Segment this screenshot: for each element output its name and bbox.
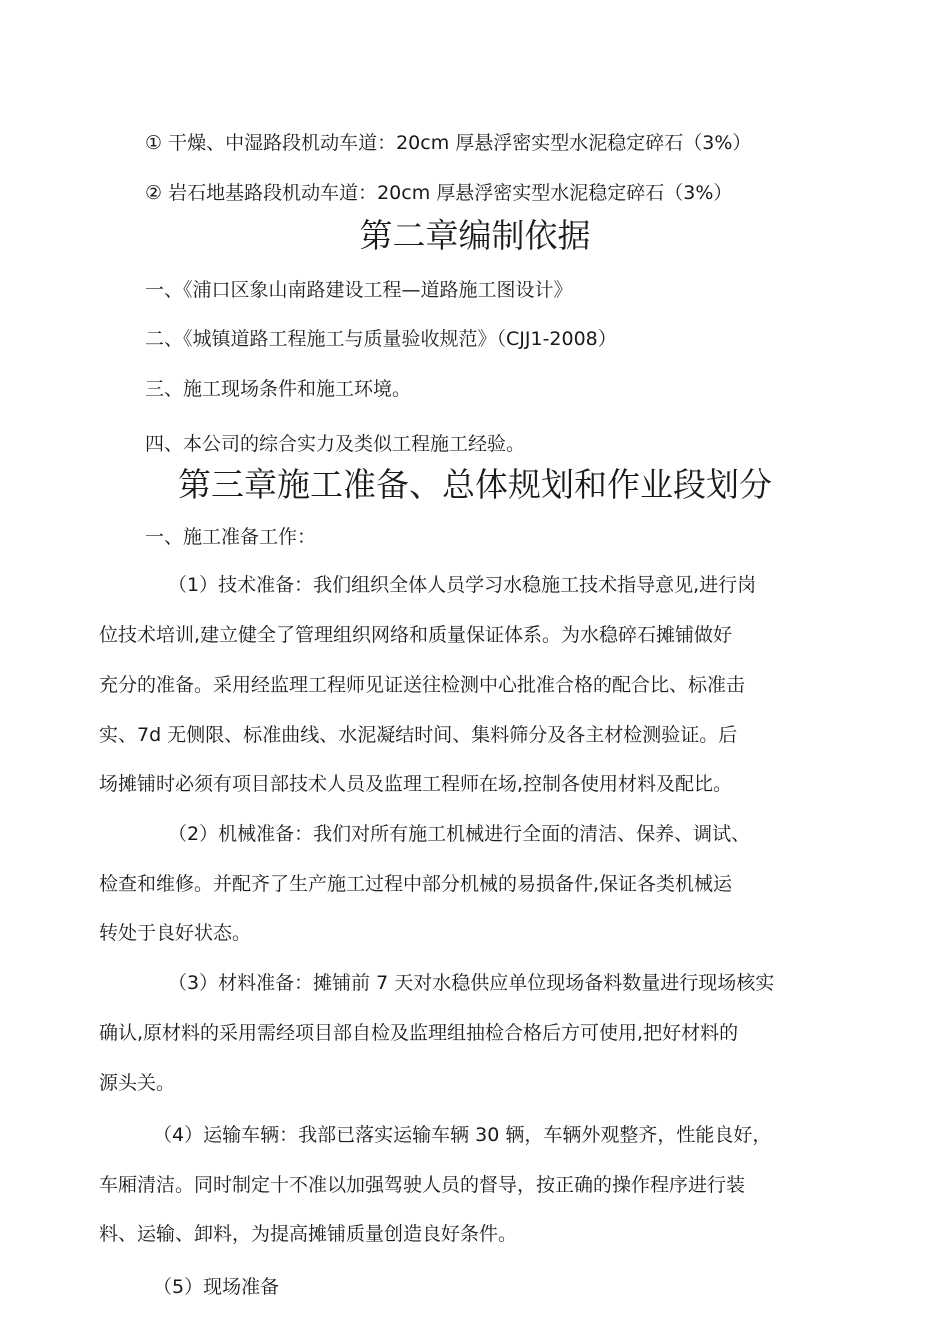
list-item-1: ① 干燥、中湿路段机动车道：20cm 厚悬浮密实型水泥稳定碎石（3%） bbox=[145, 132, 752, 154]
p4-line-1: （4）运输车辆：我部已落实运输车辆 30 辆，车辆外观整齐，性能良好， bbox=[153, 1124, 772, 1146]
list-item-2: ② 岩石地基路段机动车道：20cm 厚悬浮密实型水泥稳定碎石（3%） bbox=[145, 182, 733, 204]
p5-line-1: （5）现场准备 bbox=[153, 1276, 280, 1298]
p1-line-1: （1）技术准备：我们组织全体人员学习水稳施工技术指导意见,进行岗 bbox=[168, 574, 757, 596]
p3-line-3: 源头关。 bbox=[99, 1072, 176, 1094]
p3-line-2: 确认,原材料的采用需经项目部自检及监理组抽检合格后方可使用,把好材料的 bbox=[99, 1022, 739, 1044]
chapter3-title: 第三章施工准备、总体规划和作业段划分 bbox=[178, 465, 772, 504]
p3-line-1: （3）材料准备：摊铺前 7 天对水稳供应单位现场备料数量进行现场核实 bbox=[168, 972, 775, 994]
p1-line-5: 场摊铺时必须有项目部技术人员及监理工程师在场,控制各使用材料及配比。 bbox=[99, 773, 733, 795]
chapter2-item-1: 一、《浦口区象山南路建设工程—道路施工图设计》 bbox=[145, 279, 573, 301]
p2-line-2: 检查和维修。并配齐了生产施工过程中部分机械的易损备件,保证各类机械运 bbox=[99, 873, 733, 895]
chapter2-item-4: 四、本公司的综合实力及类似工程施工经验。 bbox=[145, 433, 526, 455]
chapter2-item-2: 二、《城镇道路工程施工与质量验收规范》（CJJ1-2008） bbox=[145, 328, 617, 350]
chapter2-title: 第二章编制依据 bbox=[359, 216, 591, 255]
p2-line-1: （2）机械准备：我们对所有施工机械进行全面的清洁、保养、调试、 bbox=[168, 823, 751, 845]
p1-line-4: 实、7d 无侧限、标准曲线、水泥凝结时间、集料筛分及各主材检测验证。后 bbox=[99, 724, 738, 746]
chapter2-item-3: 三、施工现场条件和施工环境。 bbox=[145, 378, 412, 400]
p1-line-3: 充分的准备。采用经监理工程师见证送往检测中心批准合格的配合比、标准击 bbox=[99, 674, 746, 696]
section1-heading: 一、施工准备工作： bbox=[145, 526, 317, 548]
p1-line-2: 位技术培训,建立健全了管理组织网络和质量保证体系。为水稳碎石摊铺做好 bbox=[99, 624, 733, 646]
p2-line-3: 转处于良好状态。 bbox=[99, 922, 252, 944]
p4-line-3: 料、运输、卸料，为提高摊铺质量创造良好条件。 bbox=[99, 1223, 518, 1245]
p4-line-2: 车厢清洁。同时制定十不准以加强驾驶人员的督导，按正确的操作程序进行装 bbox=[99, 1174, 746, 1196]
